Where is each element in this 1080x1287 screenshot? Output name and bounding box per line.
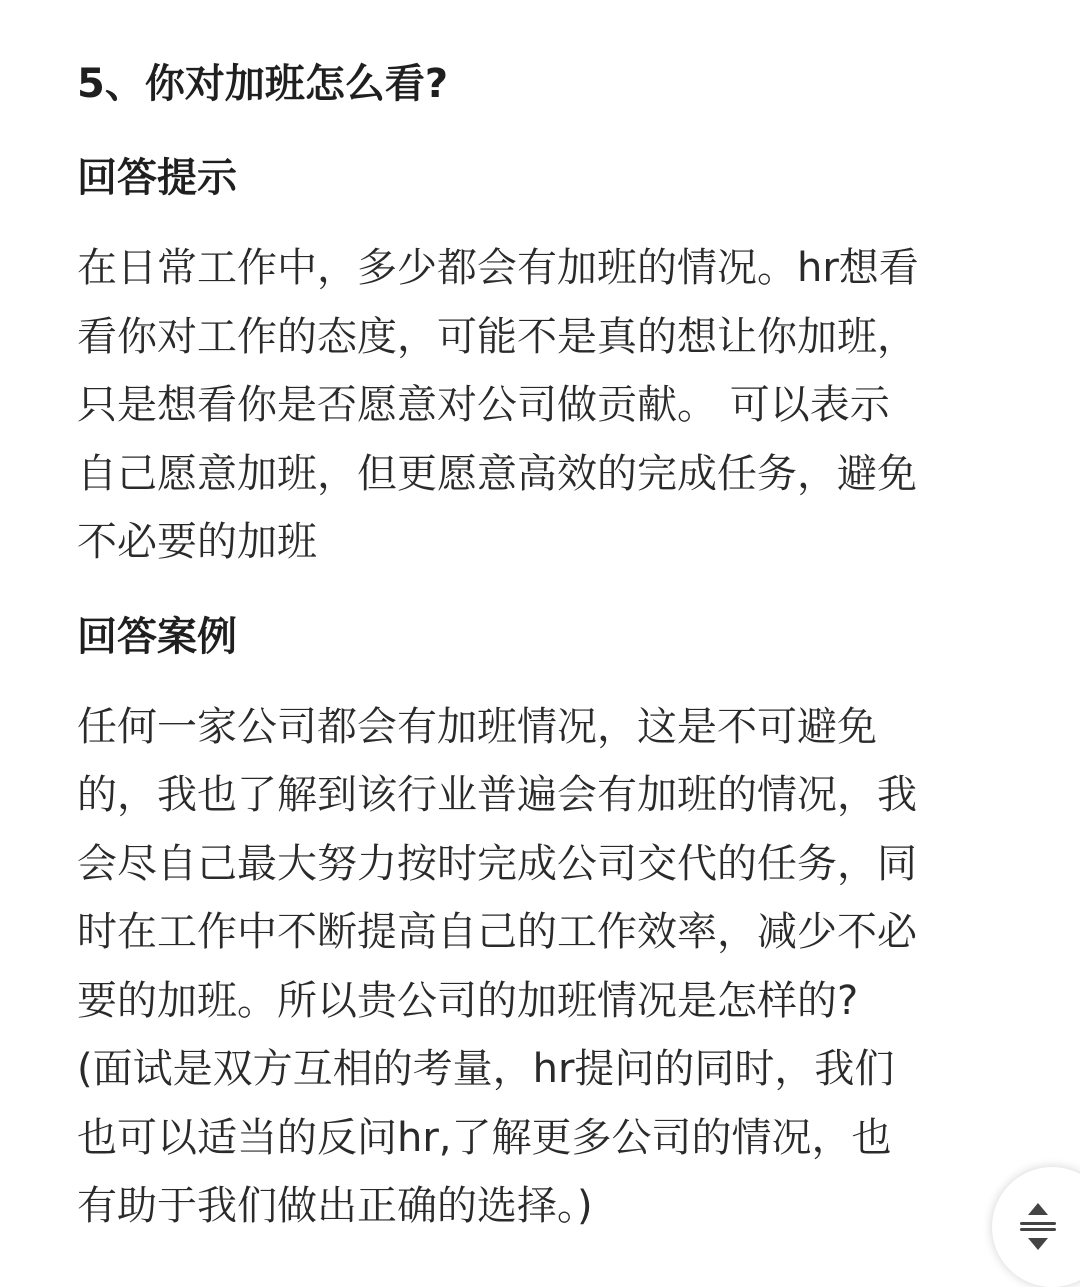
- hint-paragraph: [77, 234, 1007, 577]
- hint-heading: 回答提示: [77, 155, 237, 201]
- hint-line: 只是想看你是否愿意对公司做贡献。 可以表示: [77, 382, 890, 428]
- scroll-up-down-icon: [1014, 1201, 1062, 1251]
- hint-line: 不必要的加班: [77, 519, 317, 565]
- example-line: 有助于我们做出正确的选择。): [77, 1183, 593, 1229]
- article-content: [77, 50, 1007, 1241]
- example-heading: 回答案例: [77, 613, 237, 660]
- question-title: 5、你对加班怎么看?: [77, 61, 449, 107]
- example-line: 的，我也了解到该行业普遍会有加班的情况，我: [77, 772, 917, 818]
- example-line: (面试是双方互相的考量，hr提问的同时，我们: [77, 1046, 895, 1092]
- hint-line: 看你对工作的态度，可能不是真的想让你加班，: [77, 313, 917, 360]
- example-line: 任何一家公司都会有加班情况，这是不可避免: [77, 703, 877, 750]
- example-line: 会尽自己最大努力按时完成公司交代的任务，同: [77, 840, 917, 887]
- hint-line: 在日常工作中，多少都会有加班的情况。hr想看: [77, 245, 919, 291]
- example-line: 时在工作中不断提高自己的工作效率，减少不必: [77, 909, 917, 955]
- hint-line: 自己愿意加班，但更愿意高效的完成任务，避免: [77, 450, 917, 497]
- example-paragraph: [77, 693, 1007, 1241]
- example-line: 要的加班。所以贵公司的加班情况是怎样的?: [77, 977, 859, 1024]
- example-line: 也可以适当的反问hr,了解更多公司的情况，也: [77, 1114, 892, 1161]
